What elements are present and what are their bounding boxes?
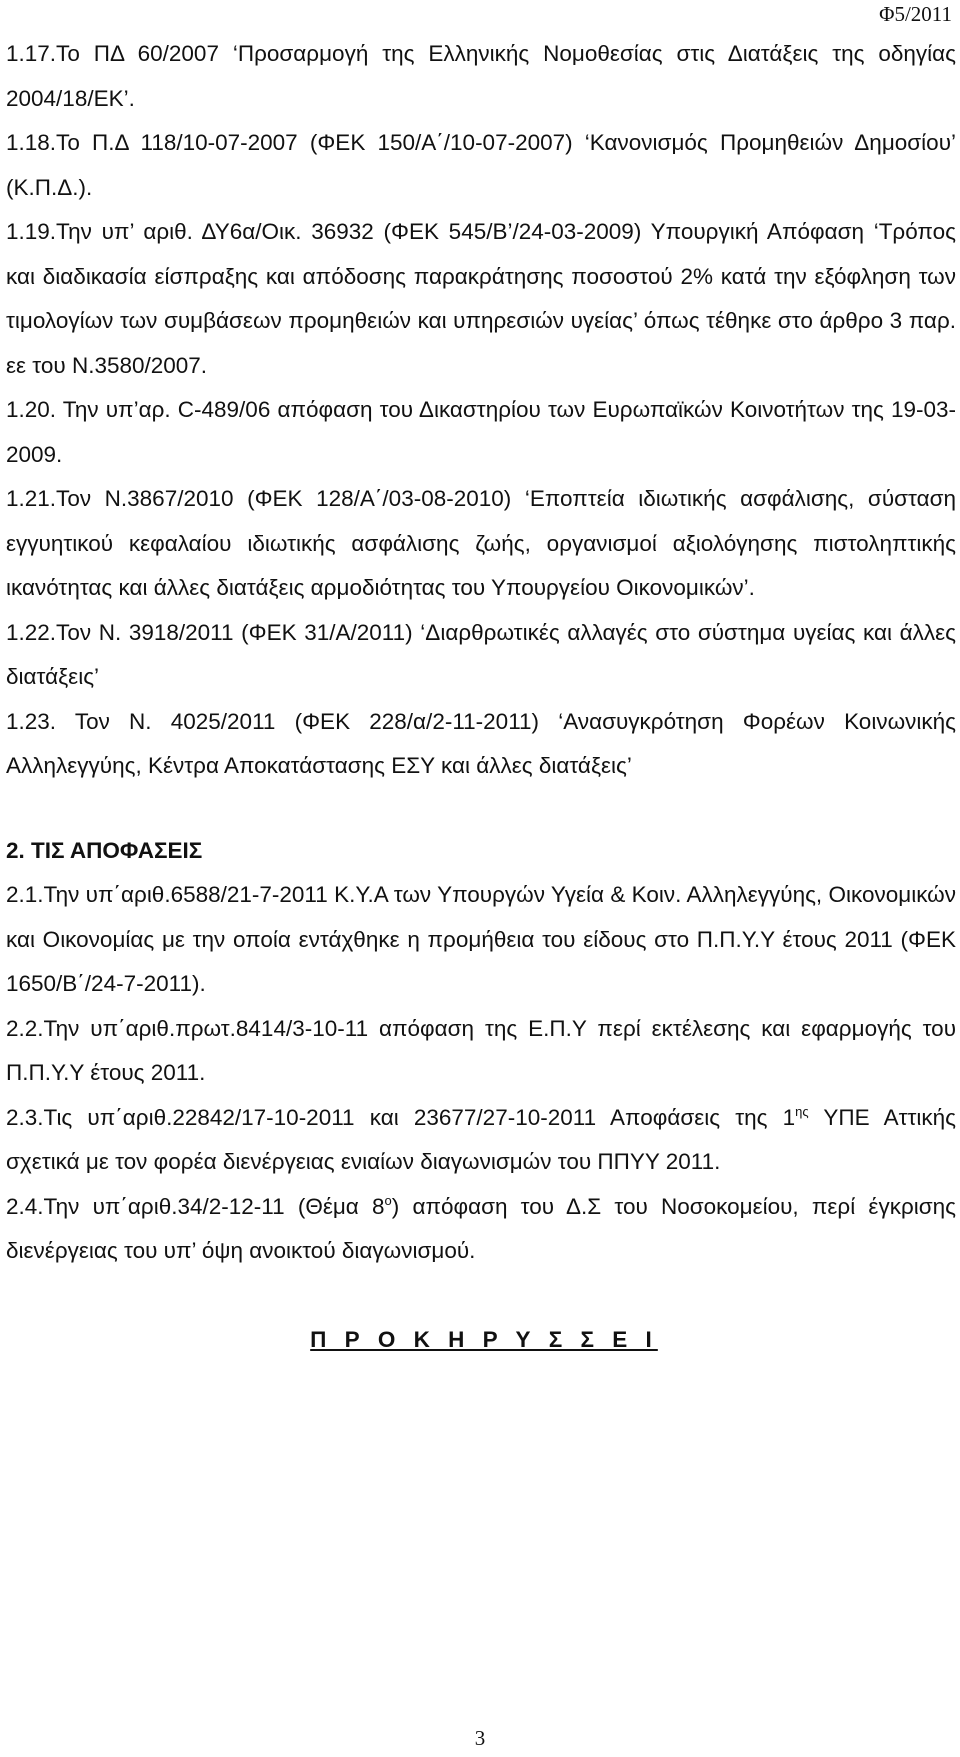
clause-2-2: 2.2.Την υπ΄αριθ.πρωτ.8414/3-10-11 απόφαση της Ε.Π.Υ περί εκτέλεσης και εφαρμογής του Π.Π.Υ.Υ έτους 2011.: [6, 1015, 956, 1085]
clause-1-18: 1.18.Το Π.Δ 118/10-07-2007 (ΦΕΚ 150/Α΄/10-07-2007) ‘Κανονισμός Προμηθειών Δημοσίου’ (Κ.Π.Δ.).: [6, 130, 956, 200]
clause-1-20: 1.20. Την υπ’αρ. C-489/06 απόφαση του Δικαστηρίου των Ευρωπαϊκών Κοινοτήτων της 19-03-2009.: [6, 397, 956, 467]
document-reference: Φ5/2011: [879, 2, 952, 26]
title-spacer: [6, 1274, 956, 1318]
clause-2-3: [6, 1096, 956, 1185]
clause-1-17: 1.17.Το ΠΔ 60/2007 ‘Προσαρμογή της Ελληνικής Νομοθεσίας στις Διατάξεις της οδηγίας 2004/18/ΕΚ’.: [6, 41, 956, 111]
section-2-heading: 2. ΤΙΣ ΑΠΟΦΑΣΕΙΣ: [6, 837, 203, 863]
clause-2-4-superscript: ο: [384, 1192, 392, 1208]
clause-2-3-text-end: ΥΠΕ Αττικής σχετικά με τον φορέα διενέργειας ενιαίων διαγωνισμών του ΠΠΥΥ 2011.: [6, 1104, 956, 1174]
clause-1-23: 1.23. Τον Ν. 4025/2011 (ΦΕΚ 228/α/2-11-2011) ‘Ανασυγκρότηση Φορέων Κοινωνικής Αλληλεγγύης, Κέντρα Αποκατάστασης ΕΣΥ και άλλες διατάξεις’: [6, 708, 956, 778]
page-number: 3: [474, 1726, 486, 1750]
clause-1-21: 1.21.Τον Ν.3867/2010 (ΦΕΚ 128/Α΄/03-08-2010) ‘Εποπτεία ιδιωτικής ασφάλισης, σύσταση εγγυητικού κεφαλαίου ιδιωτικής ασφάλισης ζωής, οργανισμοί αξιολόγησης πιστοληπτικής ικανότητας και άλλες διατάξεις αρμοδιότητας του Υπουργείου Οικονομικών’.: [6, 486, 956, 600]
clause-2-1: 2.1.Την υπ΄αριθ.6588/21-7-2011 Κ.Υ.Α των Υπουργών Υγεία & Κοιν. Αλληλεγγύης, Οικονομικών και Οικονομίας με την οποία εντάχθηκε η προμήθεια του είδους στο Π.Π.Υ.Υ έτους 2011 (ΦΕΚ 1650/Β΄/24-7-2011).: [6, 882, 956, 996]
clause-2-4: [6, 1185, 956, 1274]
clause-2-4-text-end: ) απόφαση του Δ.Σ του Νοσοκομείου, περί έγκρισης διενέργειας του υπ’ όψη ανοικτού διαγωνισμού.: [6, 1193, 956, 1263]
clause-1-22: 1.22.Τον Ν. 3918/2011 (ΦΕΚ 31/Α/2011) ‘Διαρθρωτικές αλλαγές στο σύστημα υγείας και άλλες διατάξεις’: [6, 619, 956, 689]
document-body: [6, 32, 956, 1362]
section-spacer: [6, 789, 956, 829]
clause-1-19: 1.19.Την υπ’ αριθ. ΔΥ6α/Οικ. 36932 (ΦΕΚ 545/Β’/24-03-2009) Υπουργική Απόφαση ‘Τρόπος και διαδικασία είσπραξης και απόδοσης παρακράτησης ποσοστού 2% κατά την εξόφληση των τιμολογίων των συμβάσεων προμηθειών και υπηρεσιών υγείας’ όπως τέθηκε στο άρθρο 3 παρ. εε του Ν.3580/2007.: [6, 219, 956, 378]
clause-2-3-text-start: 2.3.Τις υπ΄αριθ.22842/17-10-2011 και 23677/27-10-2011 Αποφάσεις της 1: [6, 1104, 796, 1130]
clause-2-3-superscript: ης: [795, 1103, 809, 1119]
clause-2-4-text-start: 2.4.Την υπ΄αριθ.34/2-12-11 (Θέμα 8: [6, 1193, 385, 1219]
proclamation-title: Π Ρ Ο Κ Η Ρ Υ Σ Σ Ε Ι: [310, 1326, 658, 1352]
